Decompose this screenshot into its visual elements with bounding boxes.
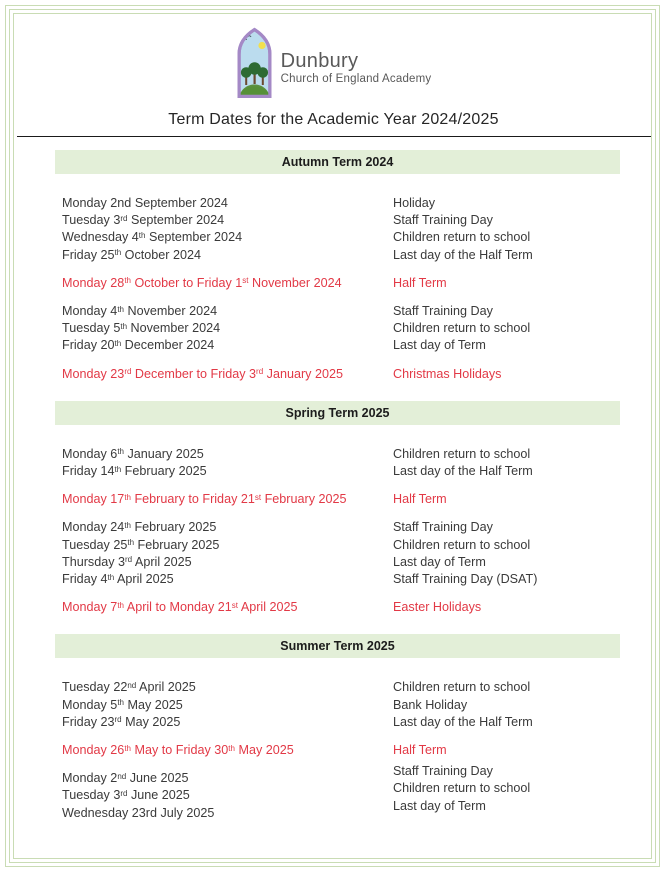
school-name: Dunbury	[280, 50, 359, 72]
term-rows	[55, 658, 620, 821]
description-cell: Last day of Term	[393, 798, 486, 813]
description-cell: Last day of the Half Term	[393, 714, 533, 729]
holiday-row	[62, 366, 620, 383]
term-row	[62, 679, 620, 696]
description-cell: Children return to school	[393, 446, 531, 461]
term-section	[55, 401, 620, 617]
description-cell: Staff Training Day (DSAT)	[393, 572, 538, 587]
term-row	[62, 697, 620, 714]
date-cell: Friday 20th December 2024	[62, 338, 215, 353]
description-cell: Last day of the Half Term	[393, 247, 533, 262]
term-rows	[55, 174, 620, 383]
term-row	[62, 337, 620, 354]
term-header: Autumn Term 2024	[55, 150, 620, 174]
holiday-row	[62, 275, 620, 292]
holiday-row	[62, 491, 620, 508]
description-cell: Holiday	[393, 196, 435, 210]
term-row	[62, 247, 620, 264]
date-cell: Friday 25th October 2024	[62, 247, 201, 262]
school-name-block	[281, 27, 432, 86]
term-row	[62, 446, 620, 463]
date-cell: Monday 26th May to Friday 30th May 2025	[62, 743, 294, 758]
term-row	[62, 554, 620, 571]
date-cell: Wednesday 23rd July 2025	[62, 805, 215, 820]
date-cell: Tuesday 5th November 2024	[62, 321, 221, 336]
description-cell: Children return to school	[393, 537, 531, 552]
description-cell: Easter Holidays	[393, 600, 482, 615]
description-cell: Last day of Term	[393, 554, 486, 569]
term-row	[62, 714, 620, 731]
description-cell: Staff Training Day	[393, 304, 493, 319]
term-header: Spring Term 2025	[55, 401, 620, 425]
term-row	[62, 798, 620, 822]
date-cell: Friday 23rd May 2025	[62, 714, 181, 729]
holiday-row	[62, 742, 620, 759]
description-cell: Christmas Holidays	[393, 366, 502, 381]
date-cell: Monday 2nd June 2025	[62, 771, 189, 786]
term-row	[62, 519, 620, 536]
term-row	[62, 212, 620, 229]
page-title: Term Dates for the Academic Year 2024/2025	[168, 111, 499, 128]
school-brand	[0, 27, 667, 101]
title-divider	[17, 136, 651, 137]
description-cell: Children return to school	[393, 321, 531, 336]
school-subtitle: Church of England Academy	[280, 73, 432, 85]
date-cell: Monday 2nd September 2024	[62, 196, 228, 210]
term-row	[62, 571, 620, 588]
term-section	[55, 634, 620, 821]
date-cell: Monday 28th October to Friday 1st November 2024	[62, 275, 342, 290]
date-cell: Thursday 3rd April 2025	[62, 554, 192, 569]
date-cell: Monday 24th February 2025	[62, 520, 217, 535]
date-cell: Tuesday 3rd June 2025	[62, 788, 190, 803]
term-row	[62, 229, 620, 246]
term-row	[62, 537, 620, 554]
date-cell: Tuesday 22nd April 2025	[62, 680, 196, 695]
term-row	[62, 463, 620, 480]
term-row	[62, 303, 620, 320]
description-cell: Staff Training Day	[393, 213, 493, 228]
date-cell: Tuesday 3rd September 2024	[62, 213, 225, 228]
description-cell: Half Term	[393, 743, 447, 758]
description-cell: Half Term	[393, 492, 447, 507]
term-section	[55, 150, 620, 383]
date-cell: Monday 5th May 2025	[62, 697, 183, 712]
term-rows	[55, 425, 620, 617]
description-cell: Last day of the Half Term	[393, 464, 533, 479]
description-cell: Staff Training Day	[393, 764, 493, 779]
description-cell: Staff Training Day	[393, 520, 493, 535]
description-cell: Children return to school	[393, 680, 531, 695]
description-cell: Children return to school	[393, 781, 531, 796]
date-cell: Monday 23rd December to Friday 3rd January 2025	[62, 366, 343, 381]
description-cell: Half Term	[393, 275, 447, 290]
term-row	[62, 195, 620, 212]
holiday-row	[62, 599, 620, 616]
description-cell: Children return to school	[393, 230, 531, 245]
sections	[0, 150, 667, 822]
date-cell: Wednesday 4th September 2024	[62, 230, 243, 245]
date-cell: Monday 4th November 2024	[62, 304, 218, 319]
description-cell: Bank Holiday	[393, 697, 468, 712]
description-cell: Last day of Term	[393, 338, 486, 353]
date-cell: Monday 7th April to Monday 21st April 2025	[62, 600, 298, 615]
school-logo-icon	[236, 27, 273, 99]
term-row	[62, 320, 620, 337]
date-cell: Tuesday 25th February 2025	[62, 537, 220, 552]
date-cell: Friday 4th April 2025	[62, 572, 174, 587]
date-cell: Friday 14th February 2025	[62, 464, 207, 479]
date-cell: Monday 17th February to Friday 21st February 2025	[62, 492, 347, 507]
term-header: Summer Term 2025	[55, 634, 620, 658]
date-cell: Monday 6th January 2025	[62, 446, 204, 461]
